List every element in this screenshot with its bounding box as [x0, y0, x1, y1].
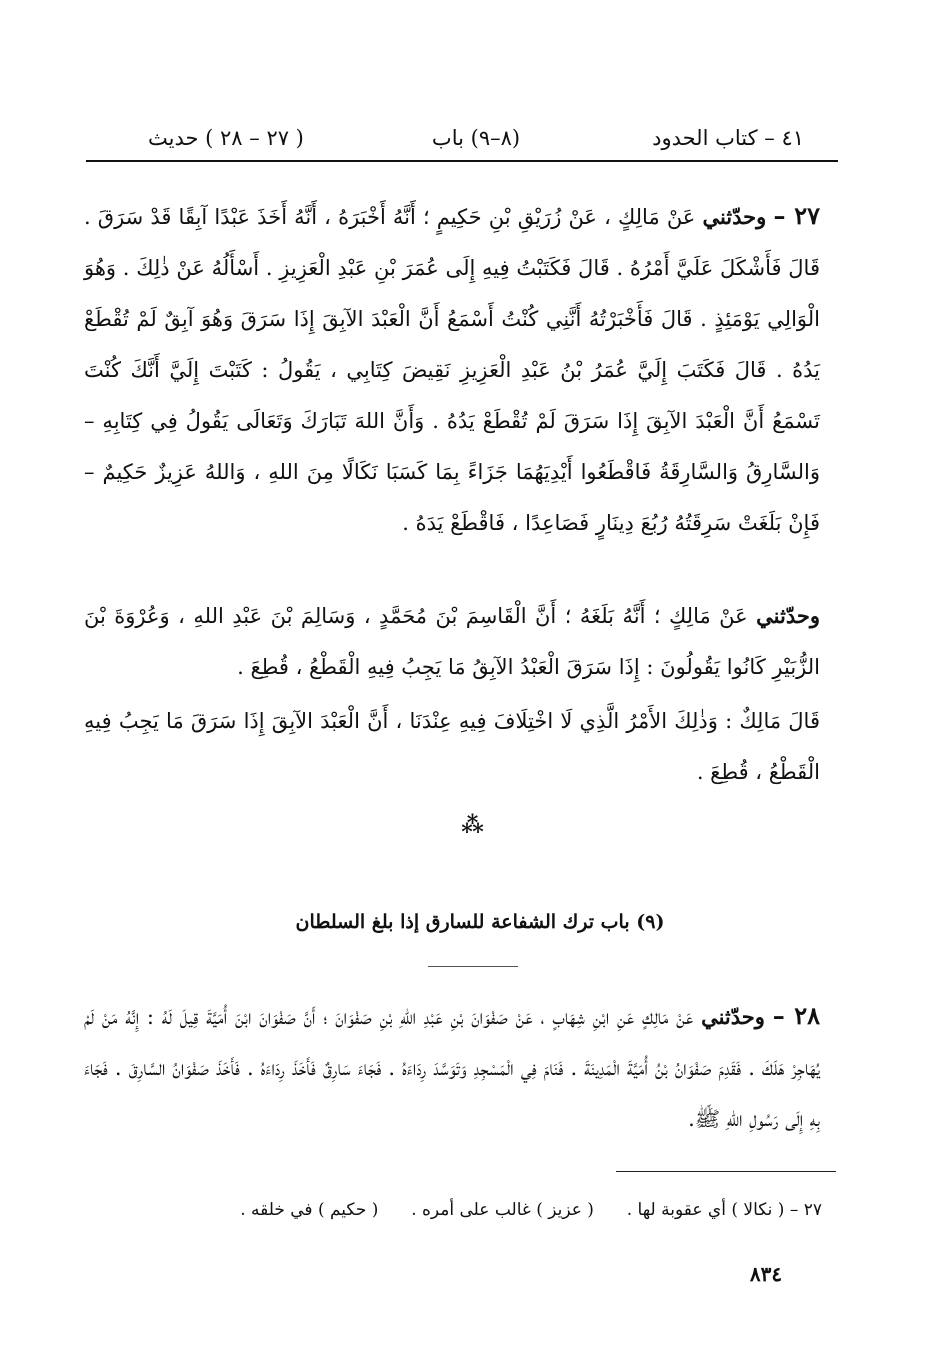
footnote	[150, 1190, 822, 1230]
page-number: ٨٣٤	[749, 1262, 783, 1286]
footnote-note-1: ( نكالا ) أي عقوبة لها .	[626, 1200, 785, 1220]
hadith-27-lead: وحدّثني	[702, 204, 767, 229]
header-divider	[86, 160, 838, 162]
header-chapter-range: (٨–٩) باب	[431, 126, 521, 150]
header-book-title: ٤١ – كتاب الحدود	[652, 126, 804, 150]
hadith-28-text: عَنْ مَالِكٍ عَنِ ابْنِ شِهَابٍ ، عَنْ صَفْوَانَ بْنِ عَبْدِ اللهِ بْنِ صَفْوَانَ ؛ أَنَّ صَفْوَانَ ابْنَ أُمَيَّةَ قِيلَ لَهُ : إِنَّهُ مَنْ لَمْ يُهَاجِرْ هَلَكَ . فَقَدِمَ صَفْوَانُ بْنُ أُمَيَّةَ الْمَدِينَةَ . فَنَامَ فِي الْمَسْجِدِ وَتَوَسَّدَ رِدَاءَهُ . فَجَاءَ سَارِقٌ فَأَخَذَ رِدَاءَهُ . فَأَخَذَ صَفْوَانُ السَّارِقَ . فَجَاءَ بِهِ إِلَى رَسُولِ اللهِ ﷺ.	[84, 1005, 820, 1131]
malik-saying-paragraph: قَالَ مَالِكٌ : وَذٰلِكَ الأَمْرُ الَّذِي لَا اخْتِلَافَ فِيهِ عِنْدَنَا ، أَنَّ الْعَبْدَ الآبِقَ إِذَا سَرَقَ مَا يَجِبُ فِيهِ الْقَطْعُ ، قُطِعَ .	[84, 709, 820, 784]
hadith-28-block	[84, 990, 820, 1145]
chapter-divider	[428, 966, 518, 967]
hadith-27-paragraph	[84, 190, 820, 549]
footnote-note-3: ( حكيم ) في خلقه .	[240, 1200, 379, 1220]
narration-2-text: عَنْ مَالِكٍ ؛ أَنَّهُ بَلَغَهُ ؛ أَنَّ الْقَاسِمَ بْنَ مُحَمَّدٍ ، وَسَالِمَ بْنَ عَبْدِ اللهِ ، وَعُرْوَةَ بْنَ الزُّبَيْرِ كَانُوا يَقُولُونَ : إِذَا سَرَقَ الْعَبْدُ الآبِقُ مَا يَجِبُ فِيهِ الْقَطْعُ ، قُطِعَ .	[84, 604, 820, 679]
narration-2-block	[84, 590, 820, 693]
chapter-9-heading: (٩) باب ترك الشفاعة للسارق إذا بلغ السلطان	[295, 911, 665, 933]
hadith-27-number: ٢٧ –	[773, 201, 821, 230]
hadith-27-block	[84, 190, 820, 549]
hadith-28-paragraph	[84, 990, 820, 1145]
header-hadith-range: ( ٢٧ – ٢٨ ) حديث	[148, 126, 304, 150]
section-separator: ⁂	[461, 812, 482, 838]
narration-2-lead: وحدّثني	[756, 603, 820, 628]
hadith-27-text: عَنْ مَالِكٍ ، عَنْ زُرَيْقِ بْنِ حَكِيمٍ ؛ أَنَّهُ أَخْبَرَهُ ، أَنَّهُ أَخَذَ عَبْدًا آبِقًا قَدْ سَرَقَ . قَالَ فَأَشْكَلَ عَلَيَّ أَمْرُهُ . قَالَ فَكَتَبْتُ فِيهِ إِلَى عُمَرَ بْنِ عَبْدِ الْعَزِيزِ . أَسْأَلُهُ عَنْ ذٰلِكَ . وَهُوَ الْوَالِي يَوْمَئِذٍ . قَالَ فَأَخْبَرْتُهُ أَنَّنِي كُنْتُ أَسْمَعُ أَنَّ الْعَبْدَ الآبِقَ إِذَا سَرَقَ وَهُوَ آبِقٌ لَمْ تُقْطَعْ يَدُهُ . قَالَ فَكَتَبَ إِلَيَّ عُمَرُ بْنُ عَبْدِ الْعَزِيزِ نَقِيضَ كِتَابِي ، يَقُولُ : كَتَبْتَ إِلَيَّ أَنَّكَ كُنْتَ تَسْمَعُ أَنَّ الْعَبْدَ الآبِقَ إِذَا سَرَقَ لَمْ تُقْطَعْ يَدُهُ . وَأَنَّ اللهَ تَبَارَكَ وَتَعَالَى يَقُولُ فِي كِتَابِهِ – وَالسَّارِقُ وَالسَّارِقَةُ فَاقْطَعُوا أَيْدِيَهُمَا جَزَاءً بِمَا كَسَبَا نَكَالًا مِنَ اللهِ ، وَاللهُ عَزِيزٌ حَكِيمٌ – فَإِنْ بَلَغَتْ سَرِقَتُهُ رُبُعَ دِينَارٍ فَصَاعِدًا ، فَاقْطَعْ يَدَهُ .	[84, 205, 820, 535]
footnote-divider	[616, 1171, 836, 1172]
footnote-note-2: ( عزيز ) غالب على أمره .	[411, 1200, 594, 1220]
hadith-28-lead: وحدّثني	[701, 1004, 765, 1029]
footnote-number: ٢٧ –	[789, 1200, 822, 1220]
malik-saying-block	[84, 696, 820, 798]
hadith-28-number: ٢٨ –	[772, 1001, 820, 1030]
running-header	[148, 118, 804, 158]
narration-2-paragraph	[84, 590, 820, 693]
